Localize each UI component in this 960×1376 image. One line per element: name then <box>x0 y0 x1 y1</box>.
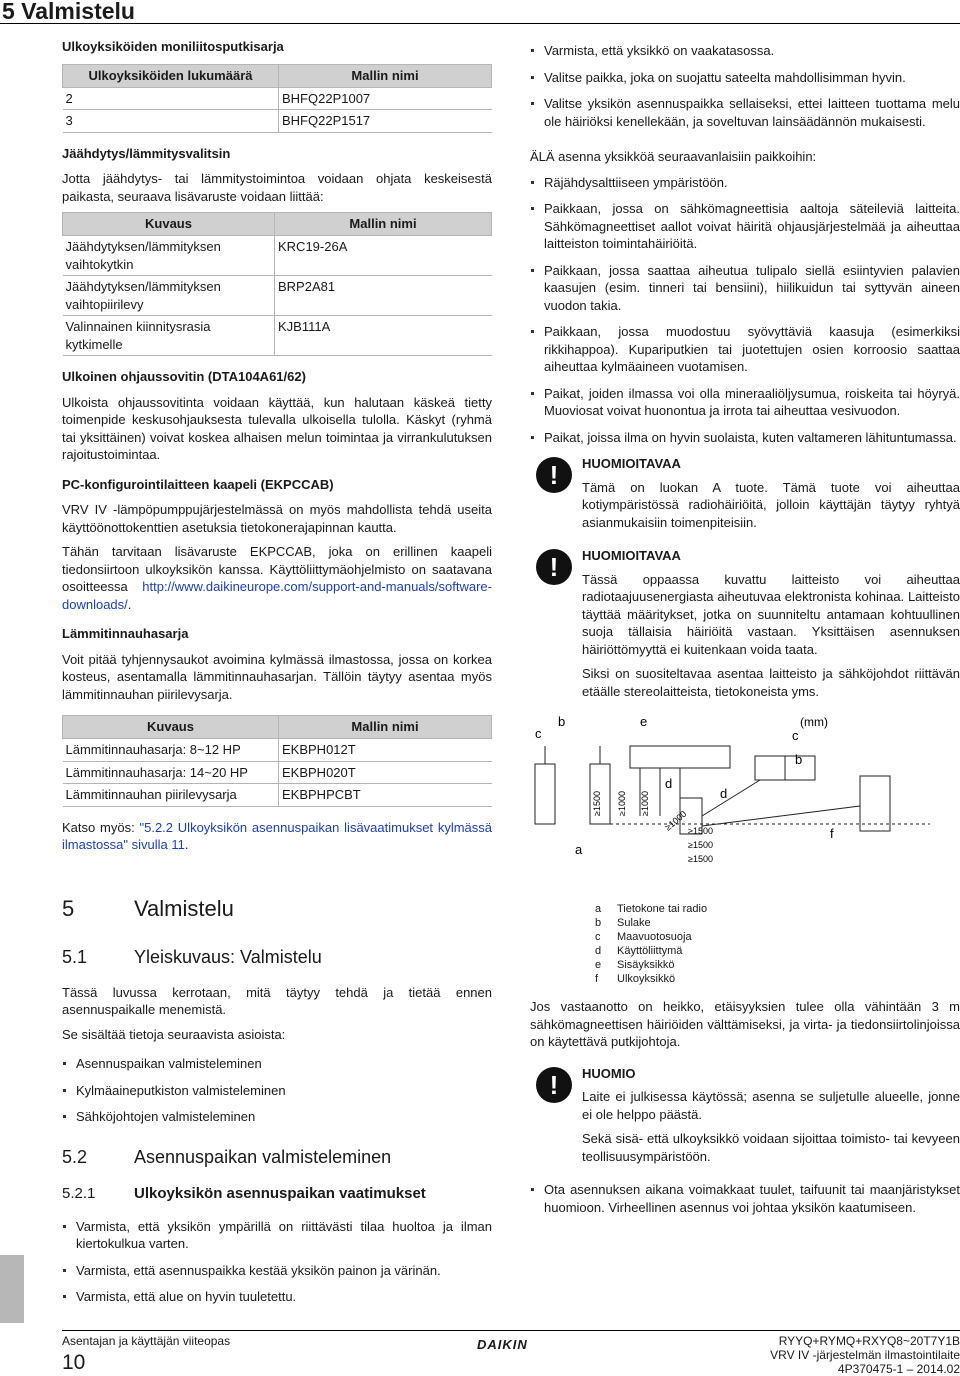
table-row: 2 BHFQ22P1007 <box>63 87 492 110</box>
list-item: Kylmäaineputkiston valmisteleminen <box>62 1082 492 1100</box>
list-item: Paikkaan, jossa saattaa aiheutua tulipalo siellä esiintyvien palavien kaasujen (esim. tinneri tai bensiini), hiilikuidun tai syttyvän aineen vuodon takia. <box>530 262 960 315</box>
section-heater-title: Lämmitinnauhasarja <box>62 626 189 641</box>
fig-dim: ≥1000 <box>662 808 689 833</box>
footer-right: RYYQ+RYMQ+RXYQ8~20T7Y1B VRV IV -järjestelmän ilmastointilaite 4P370475-1 – 2014.02 <box>770 1334 960 1376</box>
exclamation-icon: ! <box>536 457 572 493</box>
list-item: Varmista, että yksikkö on vaakatasossa. <box>530 42 960 60</box>
page-number: 10 <box>62 1351 86 1374</box>
see-also-link[interactable]: "5.2.2 Ulkoyksikön asennuspaikan lisävaatimukset kylmässä ilmastossa" sivulla 11 <box>62 819 492 852</box>
multi-connection-table <box>62 64 492 133</box>
exclamation-icon: ! <box>536 1067 572 1103</box>
section-selector-title: Jäähdytys/lämmitysvalitsin <box>62 145 231 161</box>
paragraph: Tässä luvussa kerrotaan, mitä täytyy tehdä ja tietää ennen asennuspaikalle menemistä. <box>62 984 492 1017</box>
legend-item: a Tietokone tai radio <box>595 903 708 915</box>
section-multi-connection-title: Ulkoyksiköiden moniliitosputkisarja <box>62 39 284 54</box>
list-item: Paikat, joissa ilma on hyvin suolaista, kuten valtameren lähituntumassa. <box>530 429 960 447</box>
list-item: Paikkaan, jossa on sähkömagneettisia aaltoja säteileviä laitteita. Sähkömagneettiset aallot voivat häiritä ohjausjärjestelmää ja aiheuttaa laitteiston toimintahäiriöitä. <box>530 200 960 253</box>
fig-dim: ≥1500 <box>688 840 713 850</box>
footer-doc-title: Asentajan ja käyttäjän viiteopas <box>62 1334 231 1348</box>
legend-item: f Ulkoyksikkö <box>595 973 676 985</box>
donot-paragraph: ÄLÄ asenna yksikköä seuraavanlaisiin paikkoihin: <box>530 149 817 164</box>
notice-class-a: ! HUOMIOITAVAA Tämä on luokan A tuote. Tämä tuote voi aiheuttaa kotiympäristössä radiohäiriöitä, jolloin käyttäjän täytyy ryhtyä asianmukaisiin toimenpiteisiin. <box>530 455 960 531</box>
legend-item: c Maavuotosuoja <box>595 931 692 943</box>
fig-label-d2: d <box>720 786 728 801</box>
list-item: Varmista, että alue on hyvin tuuletettu. <box>62 1288 492 1306</box>
fig-label-f: f <box>830 826 834 841</box>
table-header: Mallin nimi <box>279 716 492 739</box>
table-row: Jäähdytyksen/lämmityksen vaihtopiirilevy BRP2A81 <box>63 276 492 316</box>
table-row: Lämmitinnauhasarja: 8~12 HP EKBPH012T <box>63 739 492 762</box>
fig-label-b: b <box>558 716 566 729</box>
figure-legend <box>595 902 960 986</box>
table-row: Lämmitinnauhasarja: 14~20 HP EKBPH020T <box>63 761 492 784</box>
list-item: Varmista, että asennuspaikka kestää yksikön painon ja värinän. <box>62 1262 492 1280</box>
heater-table <box>62 715 492 807</box>
clearance-figure <box>530 716 960 896</box>
wind-list <box>530 1181 960 1216</box>
overview-list <box>62 1055 492 1126</box>
requirements-list <box>62 1218 492 1306</box>
list-item: Sähköjohtojen valmisteleminen <box>62 1108 492 1126</box>
table-row: Jäähdytyksen/lämmityksen vaihtokytkin KRC19-26A <box>63 236 492 276</box>
table-header: Ulkoyksiköiden lukumäärä <box>63 64 279 87</box>
fig-mm-label: (mm) <box>800 716 828 729</box>
paragraph: Jotta jäähdytys- tai lämmitystoimintoa voidaan ohjata keskeisestä paikasta, seuraava lisävaruste voidaan liittää: <box>62 171 492 204</box>
list-item: Valitse paikka, joka on suojattu sateelta mahdollisimman hyvin. <box>530 69 960 87</box>
fig-label-c2: c <box>792 728 799 743</box>
fig-label-a: a <box>575 842 583 857</box>
legend-item: b Sulake <box>595 917 651 929</box>
fig-dim: ≥1000 <box>640 791 650 816</box>
side-tab <box>0 1255 24 1323</box>
footer-rule <box>62 1330 960 1331</box>
legend-item: d Käyttöliittymä <box>595 945 683 957</box>
paragraph: VRV IV -lämpöpumppujärjestelmässä on myös mahdollista tehdä useita käyttöönottokenttien asetuksia tietokonerajapinnan kautta. <box>62 502 492 535</box>
paragraph: Tähän tarvitaan lisävaruste EKPCCAB, joka on erillinen kaapeli tiedonsiirtoon ulkoyksikön kanssa. Käyttöliittymäohjelmisto on saatavana osoitteessa http://www.daikineurope.com/support-and-manuals/software-downloads/. <box>62 544 492 612</box>
list-item: Paikkaan, jossa muodostuu syövyttäviä kaasuja (esimerkiksi rikkihappoa). Kupariputkien tai juotettujen osien korroosio saattaa aiheuttaa kylmäaineen vuotamisen. <box>530 323 960 376</box>
header-title: 5 Valmistelu <box>2 0 135 24</box>
right-column <box>530 42 960 1225</box>
fig-dim: ≥1500 <box>688 826 713 836</box>
table-header: Kuvaus <box>63 213 275 236</box>
section-5-2-1-heading: 5.2.1 Ulkoyksikön asennuspaikan vaatimukset <box>62 1184 426 1202</box>
fig-label-d: d <box>665 776 673 791</box>
clearance-diagram <box>530 716 960 896</box>
list-item: Paikat, joiden ilmassa voi olla mineraaliöljysumua, roiskeita tai höyryä. Muoviosat voivat huonontua ja irrota tai aiheuttaa vesivuodon. <box>530 385 960 420</box>
list-item: Räjähdysalttiiseen ympäristöön. <box>530 174 960 192</box>
list-item: Ota asennuksen aikana voimakkaat tuulet, taifuunit tai maanjäristykset huomioon. Virheellinen asennus voi johtaa yksikön kaatumiseen. <box>530 1181 960 1216</box>
section-5-1-heading: 5.1 Yleiskuvaus: Valmistelu <box>62 946 322 967</box>
software-download-link[interactable]: http://www.daikineurope.com/support-and-manuals/software-downloads/ <box>62 579 492 612</box>
fig-label-e: e <box>640 716 648 729</box>
notice-interference: ! HUOMIOITAVAA Tässä oppaassa kuvattu laitteisto voi aiheuttaa radiotaajuusenergiasta aiheutuvaa elektronista kohinaa. Laitteisto täyttää määritykset, jotka on suunniteltu antamaan kohtuullinen suoja tällaisia häiriöitä vastaan. Yksittäisen asennuksen häiriöttömyyttä ei kuitenkaan voida taata. Siksi on suositeltavaa asentaa laitteisto ja sähköjohdot riittävän etäälle stereolaitteista, tietokoneista yms. <box>530 547 960 700</box>
legend-item: e Sisäyksikkö <box>595 959 675 971</box>
page-footer <box>62 1334 960 1374</box>
selector-table <box>62 212 492 356</box>
list-item: Asennuspaikan valmisteleminen <box>62 1055 492 1073</box>
section-adapter-title: Ulkoinen ohjaussovitin (DTA104A61/62) <box>62 369 306 384</box>
table-row: Valinnainen kiinnitysrasia kytkimelle KJB111A <box>63 316 492 356</box>
table-header: Mallin nimi <box>279 64 492 87</box>
fig-dim: ≥1000 <box>617 791 627 816</box>
table-header: Kuvaus <box>63 716 279 739</box>
chapter-heading: 5 Valmistelu <box>62 895 234 921</box>
list-item: Varmista, että yksikön ympärillä on riittävästi tilaa huoltoa ja ilman kiertokulkua varten. <box>62 1218 492 1253</box>
paragraph: Voit pitää tyhjennysaukot avoimina kylmässä ilmastossa, jossa on korkea kosteus, asentamalla lämmitinnauhasarjan. Tällöin täytyy asentaa myös lämmitinnauhan piirilevysarja. <box>62 651 492 702</box>
fig-label-b2: b <box>795 752 803 767</box>
page-header <box>0 0 960 24</box>
fig-dim: ≥1500 <box>688 854 713 864</box>
daikin-logo: DAIKIN <box>477 1337 528 1352</box>
section-5-2-heading: 5.2 Asennuspaikan valmisteleminen <box>62 1146 392 1167</box>
see-also: Katso myös: "5.2.2 Ulkoyksikön asennuspaikan lisävaatimukset kylmässä ilmastossa" sivulla 11. <box>62 819 492 852</box>
table-row: Lämmitinnauhan piirilevysarja EKBPHPCBT <box>63 784 492 807</box>
paragraph: Jos vastaanotto on heikko, etäisyyksien tulee olla vähintään 3 m sähkömagneettisen häiriöiden välttämiseksi, ja virta- ja tiedonsiirtolinjoissa on käytettävä putkijohtoja. <box>530 999 960 1049</box>
table-header: Mallin nimi <box>275 213 492 236</box>
list-item: Valitse yksikön asennuspaikka sellaiseksi, ettei laitteen tuottama melu ole häiriöksi kenellekään, ja soveltuvan lainsäädännön mukaisesti. <box>530 95 960 130</box>
table-row: 3 BHFQ22P1517 <box>63 110 492 133</box>
fig-label-c: c <box>535 726 542 741</box>
paragraph: Ulkoista ohjaussovitinta voidaan käyttää, kun halutaan käskeä tietty toimenpide keskusohjauksesta tulevalla ulkoisella tulolla. Käskyt (ryhmä tai yksittäinen) voivat koskea alhaisen melun toimintaa ja virrankulutuksen rajoitustoimintaa. <box>62 394 492 462</box>
placement-list <box>530 42 960 130</box>
section-pc-cable-title: PC-konfigurointilaitteen kaapeli (EKPCCAB) <box>62 476 334 492</box>
paragraph: Se sisältää tietoja seuraavista asioista: <box>62 1026 286 1042</box>
notice-caution: ! HUOMIO Laite ei julkisessa käytössä; asenna se suljetulle alueelle, jonne ei ole helppo päästä. Sekä sisä- että ulkoyksikkö voidaan sijoittaa toimisto- tai kevyeen teollisuusympäristöön. <box>530 1065 960 1166</box>
avoid-list <box>530 174 960 447</box>
exclamation-icon: ! <box>536 549 572 585</box>
left-column <box>62 38 492 1315</box>
fig-dim: ≥1500 <box>592 791 602 816</box>
